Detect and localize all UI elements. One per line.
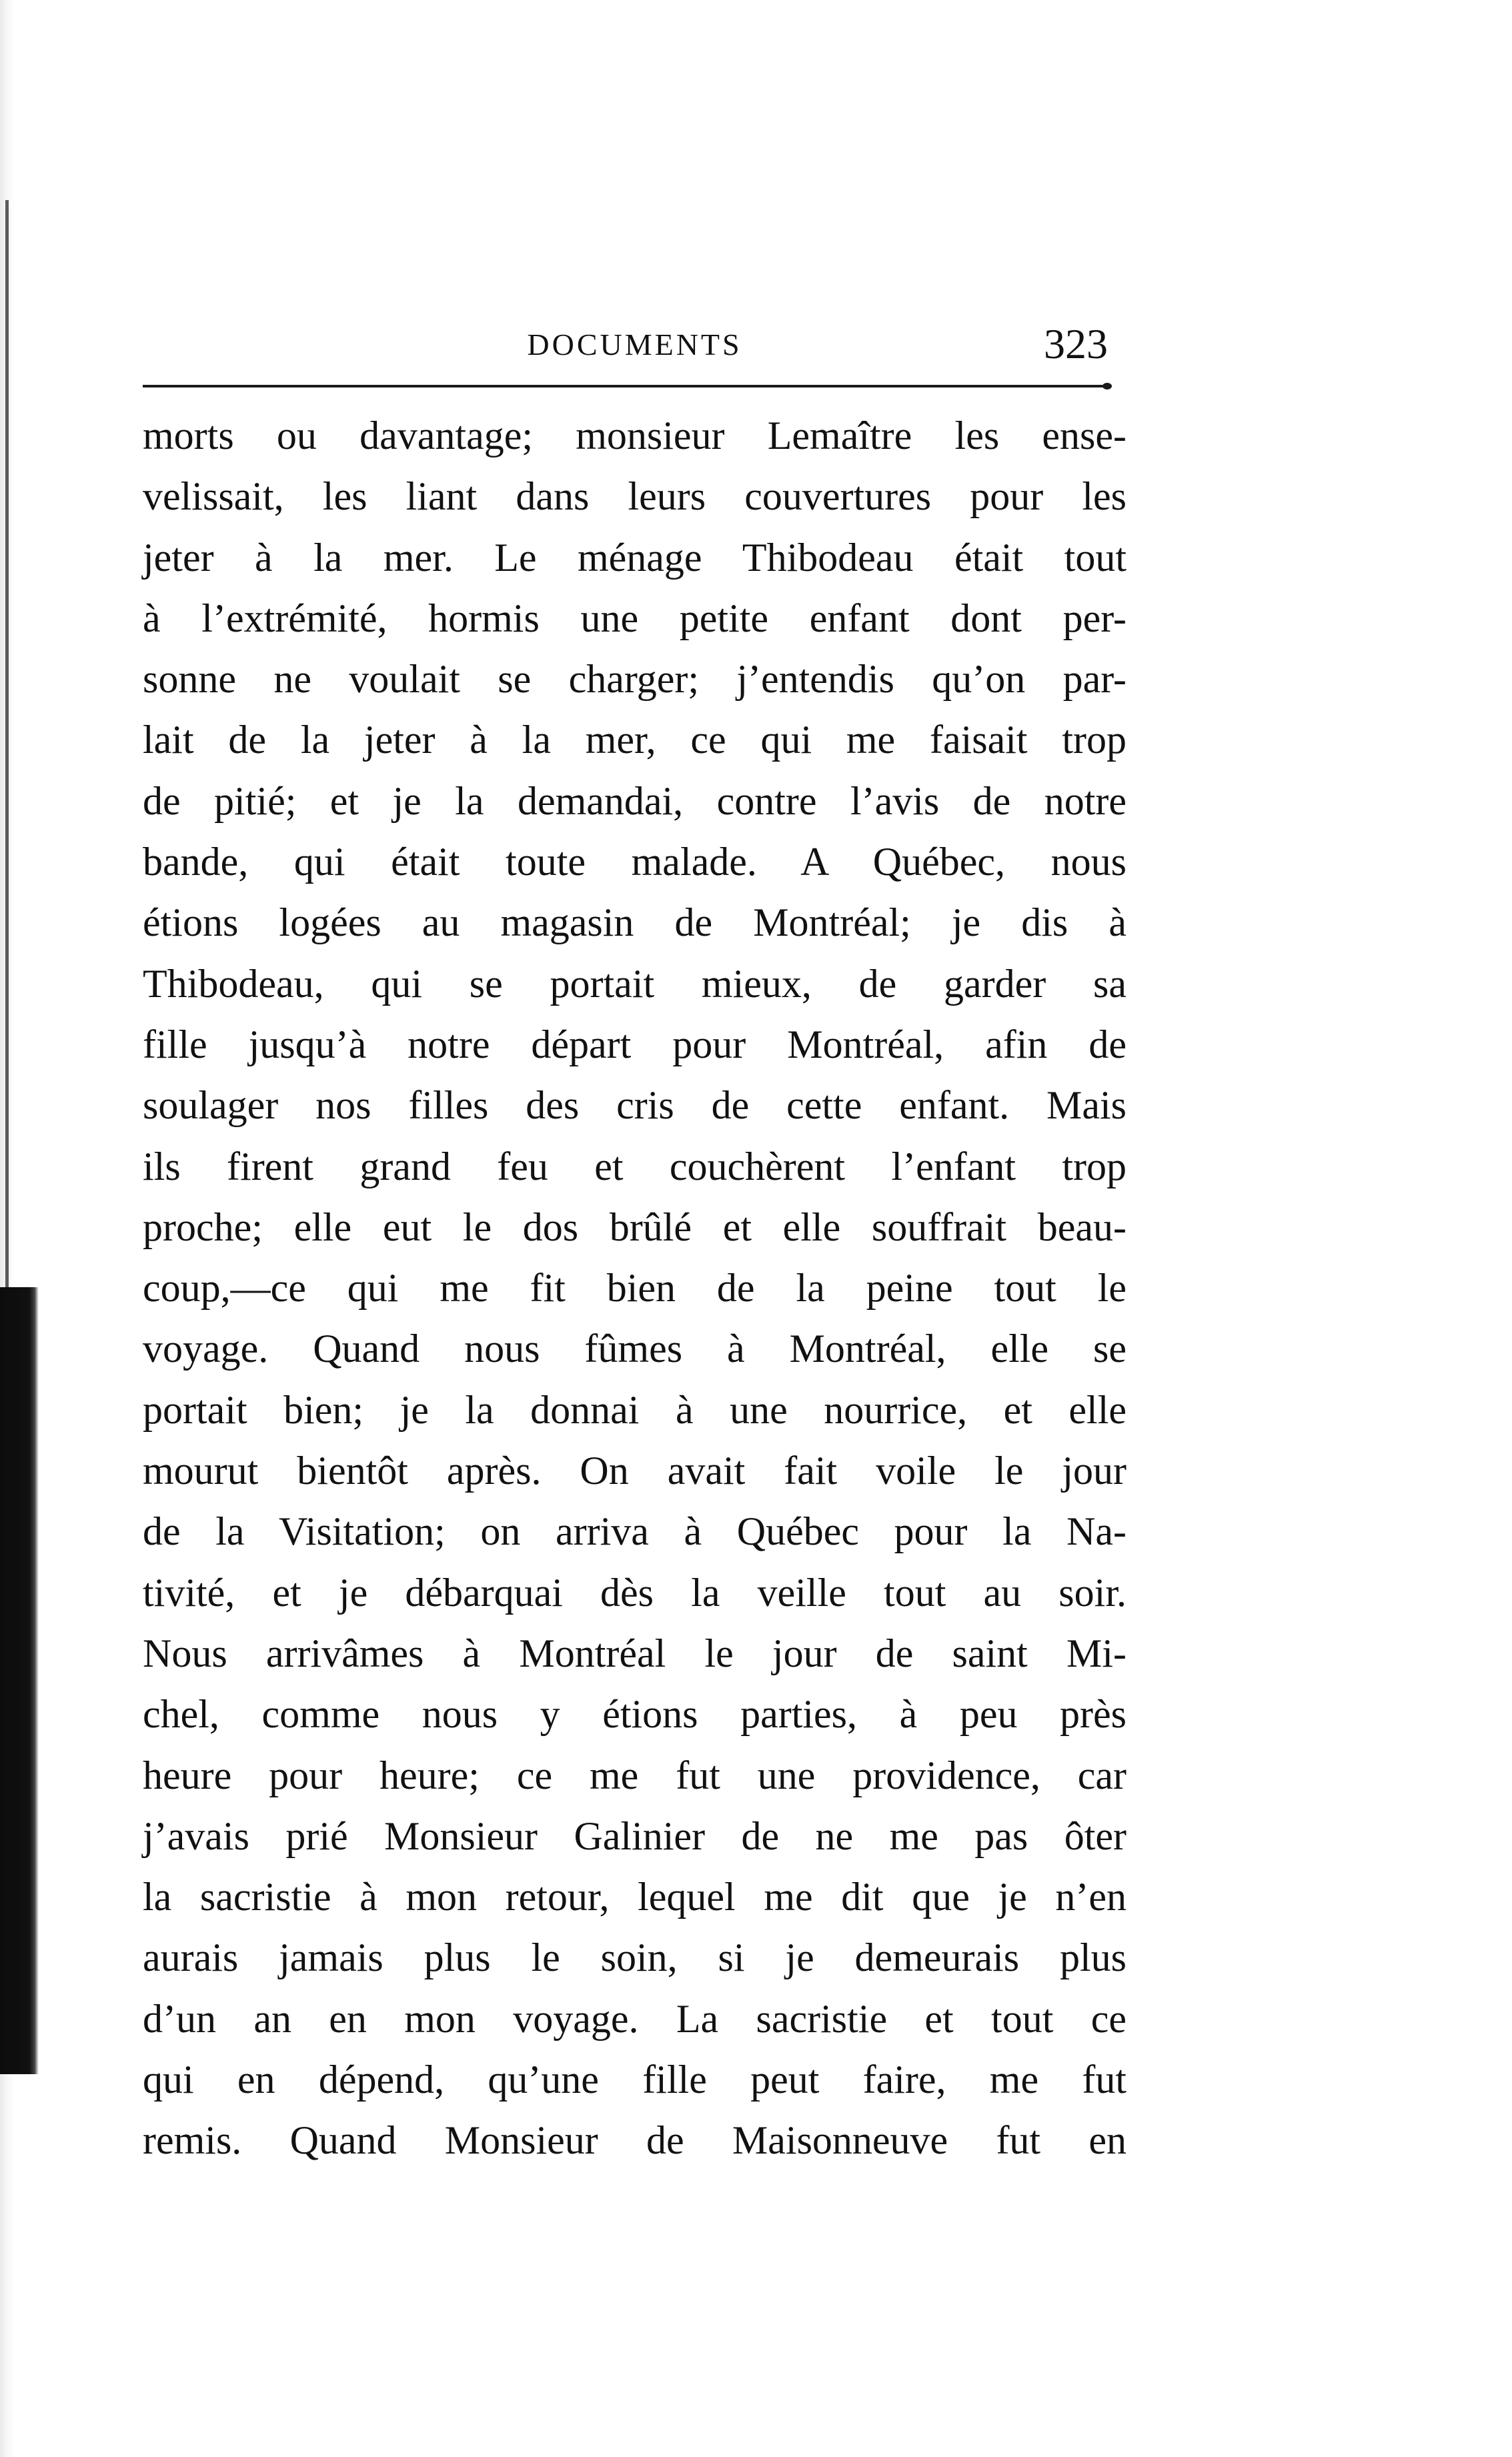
text-line: tivité, et je débarquai dès la veille tout au soir.	[143, 1570, 1126, 1615]
text-line: proche; elle eut le dos brûlé et elle souffrait beau-	[143, 1204, 1126, 1249]
text-line: remis. Quand Monsieur de Maisonneuve fut en	[143, 2118, 1126, 2163]
running-head	[143, 320, 1126, 367]
text-line: soulager nos filles des cris de cette enfant. Mais	[143, 1083, 1126, 1128]
text-line: lait de la jeter à la mer, ce qui me faisait trop	[143, 718, 1126, 762]
text-line: morts ou davantage; monsieur Lemaître les ense-	[143, 414, 1126, 458]
text-line: bande, qui était toute malade. A Québec, nous	[143, 840, 1126, 884]
text-line: Thibodeau, qui se portait mieux, de garder sa	[143, 961, 1126, 1006]
binding-shadow	[0, 1287, 39, 2074]
text-line: Nous arrivâmes à Montréal le jour de saint Mi-	[143, 1631, 1126, 1675]
text-line: ils firent grand feu et couchèrent l’enfant trop	[143, 1144, 1126, 1188]
text-line: la sacristie à mon retour, lequel me dit que je n’en	[143, 1875, 1126, 1919]
text-line: mourut bientôt après. On avait fait voile le jour	[143, 1449, 1126, 1493]
running-title: DOCUMENTS	[527, 327, 742, 361]
text-line: fille jusqu’à notre départ pour Montréal, afin de	[143, 1022, 1126, 1066]
text-line: jeter à la mer. Le ménage Thibodeau était tout	[143, 535, 1126, 580]
text-line: étions logées au magasin de Montréal; je dis à	[143, 900, 1126, 945]
text-line: chel, comme nous y étions parties, à peu près	[143, 1692, 1126, 1737]
text-line: d’un an en mon voyage. La sacristie et tout ce	[143, 1996, 1126, 2041]
text-line: coup,—ce qui me fit bien de la peine tout le	[143, 1266, 1126, 1311]
text-line: qui en dépend, qu’une fille peut faire, me fut	[143, 2058, 1126, 2102]
text-line: à l’extrémité, hormis une petite enfant dont per-	[143, 596, 1126, 640]
book-page	[143, 320, 1126, 2163]
text-line: velissait, les liant dans leurs couvertures pour les	[143, 474, 1126, 519]
text-line: de la Visitation; on arriva à Québec pour la Na-	[143, 1509, 1126, 1554]
body-text	[143, 405, 1126, 2172]
header-rule	[143, 385, 1108, 387]
text-line: j’avais prié Monsieur Galinier de ne me pas ôter	[143, 1813, 1126, 1858]
page-number: 323	[1044, 320, 1108, 367]
text-line: heure pour heure; ce me fut une providence, car	[143, 1753, 1126, 1797]
text-line: sonne ne voulait se charger; j’entendis qu’on par-	[143, 657, 1126, 702]
text-line: portait bien; je la donnai à une nourrice, et elle	[143, 1387, 1126, 1432]
text-line: voyage. Quand nous fûmes à Montréal, elle se	[143, 1327, 1126, 1371]
binding-shadow-line	[5, 200, 9, 1287]
text-line: de pitié; et je la demandai, contre l’avis de notre	[143, 778, 1126, 823]
text-line: aurais jamais plus le soin, si je demeurais plus	[143, 1935, 1126, 1980]
